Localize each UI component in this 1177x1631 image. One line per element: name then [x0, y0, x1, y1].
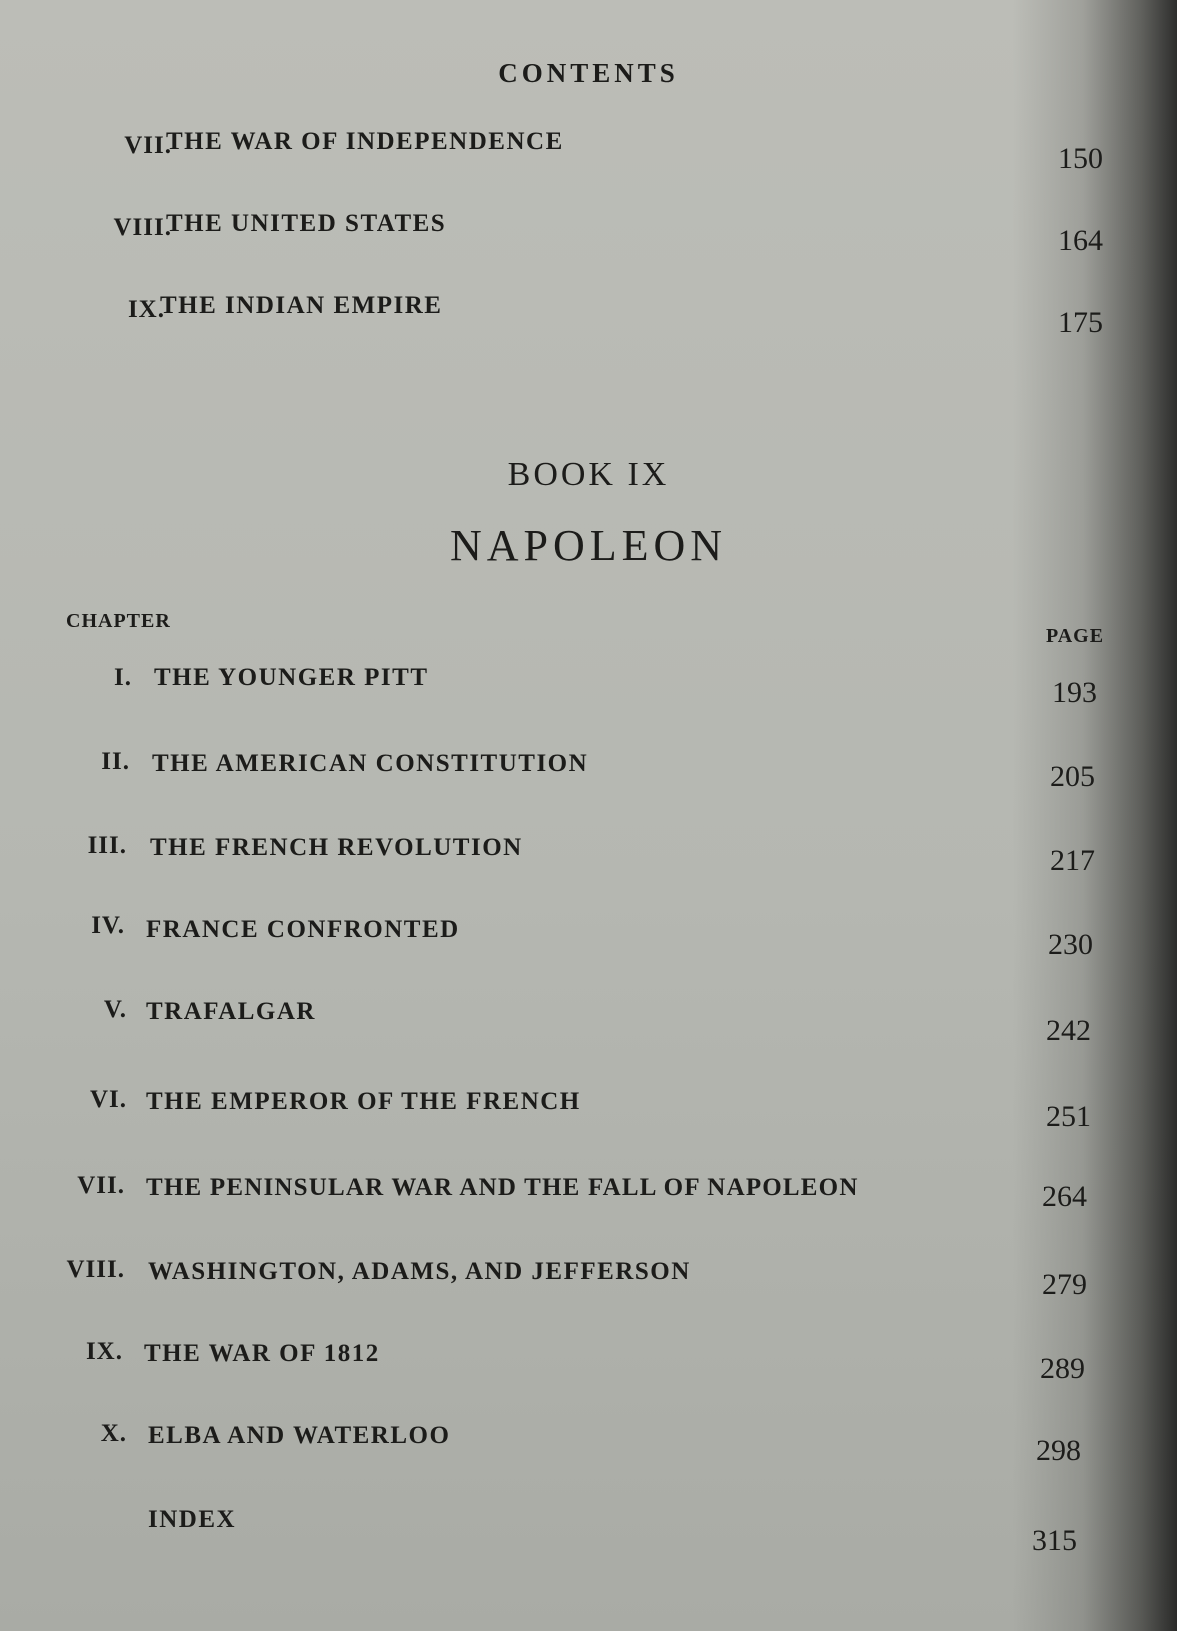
chapter-title: TRAFALGAR — [146, 998, 316, 1025]
chapter-number: II. — [101, 748, 130, 775]
book-label: BOOK IX — [507, 456, 670, 493]
chapter-title: THE PENINSULAR WAR AND THE FALL OF NAPOLEON — [146, 1174, 859, 1201]
chapter-number: VII. — [77, 1172, 125, 1199]
chapter-number: IV. — [91, 912, 125, 939]
chapter-number: IX. — [127, 296, 165, 323]
index-title: INDEX — [148, 1506, 237, 1533]
chapter-title: THE EMPEROR OF THE FRENCH — [146, 1088, 581, 1115]
chapter-column-heading: CHAPTER — [66, 610, 171, 632]
page-number: 217 — [1050, 844, 1095, 877]
page-number: 315 — [1032, 1524, 1077, 1557]
toc-entry — [0, 664, 1177, 709]
page-number: 150 — [1058, 142, 1103, 175]
page-number: 251 — [1046, 1100, 1091, 1133]
chapter-title: THE WAR OF INDEPENDENCE — [166, 128, 564, 155]
chapter-number: VII. — [124, 132, 172, 159]
chapter-title: WASHINGTON, ADAMS, AND JEFFERSON — [148, 1258, 691, 1285]
page-number: 242 — [1046, 1014, 1091, 1047]
toc-entry — [0, 832, 1177, 877]
toc-entry — [0, 996, 1177, 1047]
page-number: 193 — [1052, 676, 1097, 709]
chapter-title: THE UNITED STATES — [166, 210, 447, 237]
toc-entry — [0, 912, 1177, 961]
page-number: 230 — [1048, 928, 1093, 961]
toc-entry — [0, 1256, 1177, 1301]
chapter-title: ELBA AND WATERLOO — [148, 1422, 451, 1449]
chapter-title: THE FRENCH REVOLUTION — [150, 834, 523, 861]
page-number: 279 — [1042, 1268, 1087, 1301]
toc-entry — [0, 1338, 1177, 1385]
chapter-number: V. — [103, 996, 127, 1023]
book-title: NAPOLEON — [449, 521, 728, 570]
chapter-number: III. — [87, 832, 127, 859]
chapter-number: X. — [100, 1420, 127, 1447]
chapter-number: VI. — [89, 1086, 127, 1113]
toc-entry — [0, 292, 1177, 339]
page-number: 175 — [1058, 306, 1103, 339]
chapter-title: THE INDIAN EMPIRE — [160, 292, 443, 319]
page-number: 289 — [1040, 1352, 1085, 1385]
chapter-title: THE AMERICAN CONSTITUTION — [152, 750, 589, 777]
chapter-number: VIII. — [113, 214, 172, 241]
chapter-number: VIII. — [66, 1256, 125, 1283]
toc-entry — [0, 1086, 1177, 1133]
toc-entry — [0, 128, 1177, 175]
chapter-number: IX. — [85, 1338, 123, 1365]
toc-entry-index — [0, 1504, 1177, 1557]
toc-entry — [0, 1420, 1177, 1467]
page-number: 298 — [1036, 1434, 1081, 1467]
chapter-title: FRANCE CONFRONTED — [146, 916, 460, 943]
chapter-title: THE WAR OF 1812 — [144, 1340, 380, 1367]
toc-entry — [0, 748, 1177, 793]
page-number: 205 — [1050, 760, 1095, 793]
chapter-title: THE YOUNGER PITT — [154, 664, 429, 691]
running-head: CONTENTS — [498, 58, 679, 88]
toc-entry — [0, 210, 1177, 257]
chapter-number: I. — [114, 664, 132, 691]
page-column-heading: PAGE — [1046, 625, 1105, 647]
toc-entry — [0, 1172, 1177, 1212]
page-number: 164 — [1058, 224, 1103, 257]
page-number: 264 — [1042, 1180, 1087, 1213]
